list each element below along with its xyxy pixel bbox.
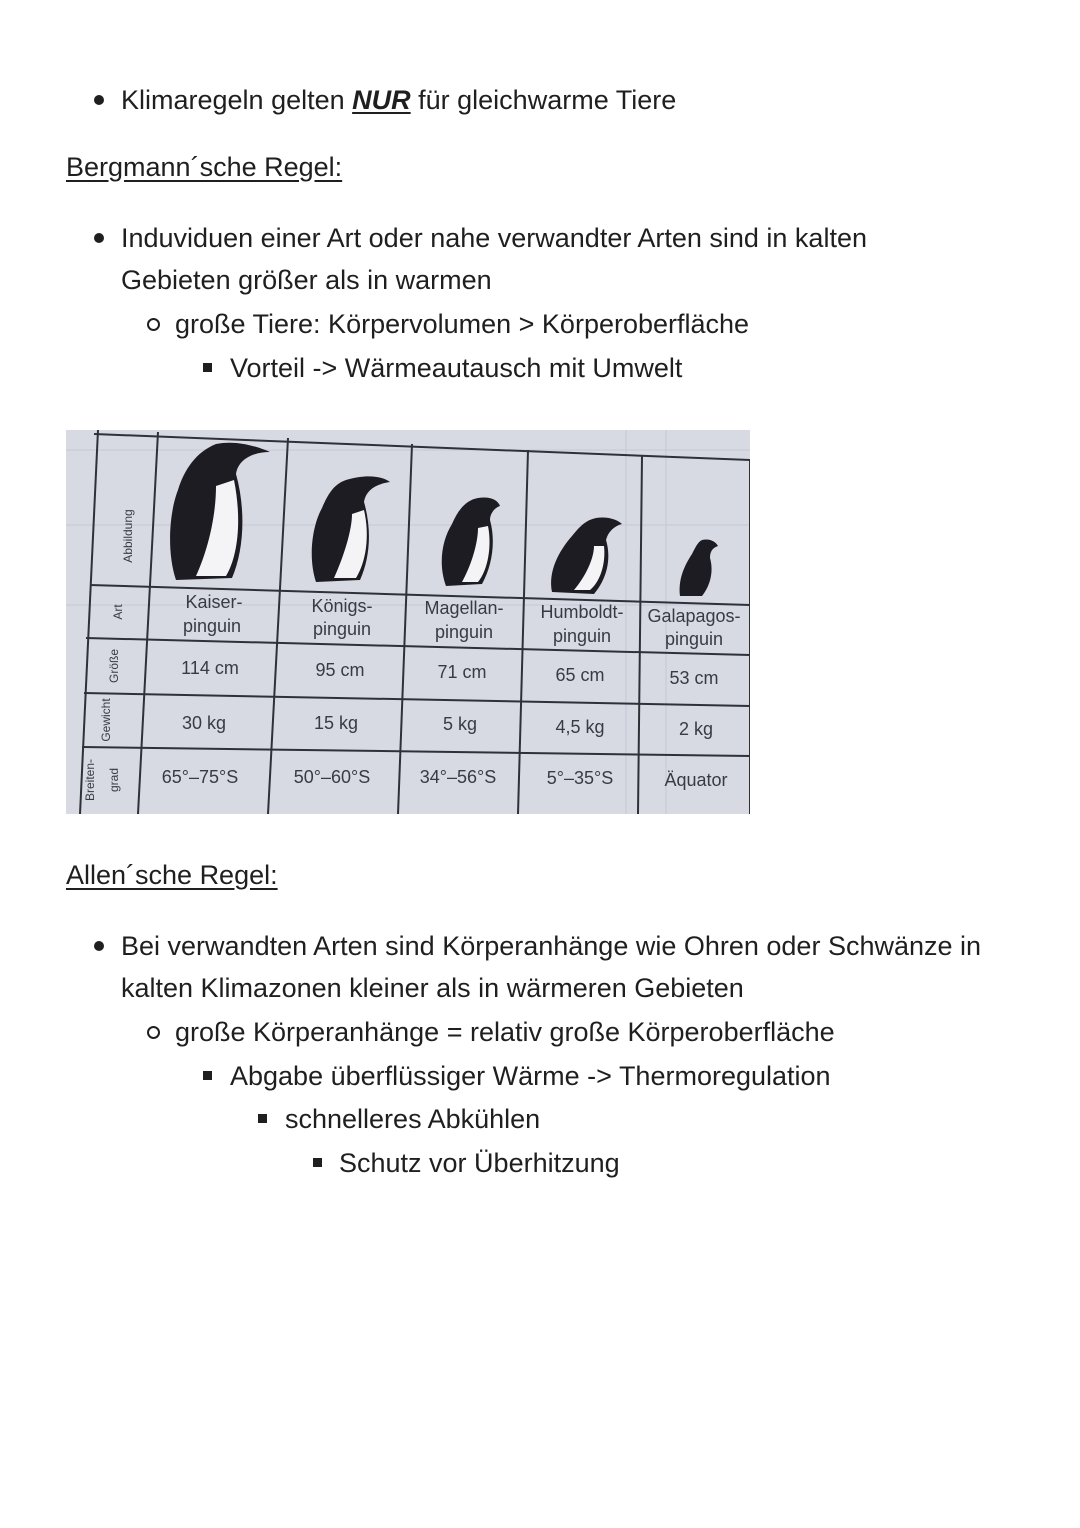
size-value: 114 cm <box>181 658 239 678</box>
intro-emphasis: NUR <box>352 85 411 115</box>
species-name-b: pinguin <box>664 629 724 649</box>
allen-heading: Allen´sche Regel: <box>66 860 278 890</box>
latitude-value: 50°–60°S <box>293 767 371 787</box>
allen-sub3: schnelleres Abkühlen <box>285 1104 541 1134</box>
species-name-a: Kaiser- <box>185 592 243 612</box>
bergmann-sub2: Vorteil -> Wärmeautausch mit Umwelt <box>230 353 683 383</box>
bullet-dot <box>94 95 104 105</box>
species-name-b: pinguin <box>552 626 612 646</box>
latitude-value: Äquator <box>664 770 728 790</box>
latitude-value: 65°–75°S <box>161 767 239 787</box>
allen-sub4: Schutz vor Überhitzung <box>339 1148 620 1178</box>
row-label-latitude-b: grad <box>107 767 121 793</box>
latitude-value: 34°–56°S <box>419 767 497 787</box>
bullet-circle <box>147 318 160 331</box>
allen-sub2: Abgabe überflüssiger Wärme -> Thermoregulation <box>230 1061 831 1091</box>
size-value: 71 cm <box>437 662 487 682</box>
penguin-magellan-icon <box>442 497 500 586</box>
species-name-b: pinguin <box>312 619 372 639</box>
size-value: 95 cm <box>315 660 365 680</box>
size-value: 53 cm <box>669 668 719 688</box>
species-name-a: Magellan- <box>424 598 504 618</box>
bergmann-heading: Bergmann´sche Regel: <box>66 152 343 182</box>
weight-value: 30 kg <box>181 713 227 733</box>
penguin-humboldt-icon <box>551 517 622 594</box>
species-name-b: pinguin <box>434 622 494 642</box>
bullet-square <box>203 363 212 372</box>
size-value: 65 cm <box>555 665 605 685</box>
bullet-square <box>203 1071 212 1080</box>
penguin-kaiser-icon <box>170 443 270 580</box>
penguin-table-photo <box>66 430 750 814</box>
intro-line <box>121 83 676 117</box>
allen-bullet-line1: Bei verwandten Arten sind Körperanhänge wie Ohren oder Schwänze in <box>121 931 982 961</box>
bergmann-sub1: große Tiere: Körpervolumen > Körperoberfläche <box>175 309 750 339</box>
intro-prefix: Klimaregeln gelten <box>121 85 353 115</box>
row-label-species: Art <box>111 604 125 620</box>
allen-bullet-line2: kalten Klimazonen kleiner als in wärmeren Gebieten <box>121 973 744 1003</box>
intro-suffix: für gleichwarme Tiere <box>410 85 677 115</box>
bullet-square <box>258 1114 267 1123</box>
weight-value: 4,5 kg <box>555 717 605 737</box>
bullet-dot <box>94 233 104 243</box>
row-label-weight: Gewicht <box>99 698 113 742</box>
bergmann-bullet-line2: Gebieten größer als in warmen <box>121 265 492 295</box>
species-name-a: Galapagos- <box>647 606 741 626</box>
bullet-dot <box>94 941 104 951</box>
weight-value: 5 kg <box>442 714 478 734</box>
weight-value: 2 kg <box>678 719 714 739</box>
species-name-b: pinguin <box>182 616 242 636</box>
species-name-a: Humboldt- <box>540 602 624 622</box>
row-label-latitude-a: Breiten- <box>83 758 97 802</box>
row-label-image: Abbildung <box>121 509 135 563</box>
allen-sub1: große Körperanhänge = relativ große Körperoberfläche <box>175 1017 835 1047</box>
bergmann-bullet-line1: Induviduen einer Art oder nahe verwandter Arten sind in kalten <box>121 223 867 253</box>
latitude-value: 5°–35°S <box>546 768 614 788</box>
penguin-table <box>66 430 750 814</box>
weight-value: 15 kg <box>313 713 359 733</box>
penguin-galapagos-icon <box>680 539 718 596</box>
bullet-square <box>313 1158 322 1167</box>
bullet-circle <box>147 1026 160 1039</box>
row-label-size: Größe <box>107 648 121 684</box>
species-name-a: Königs- <box>311 596 373 616</box>
penguin-koenigs-icon <box>312 476 390 582</box>
